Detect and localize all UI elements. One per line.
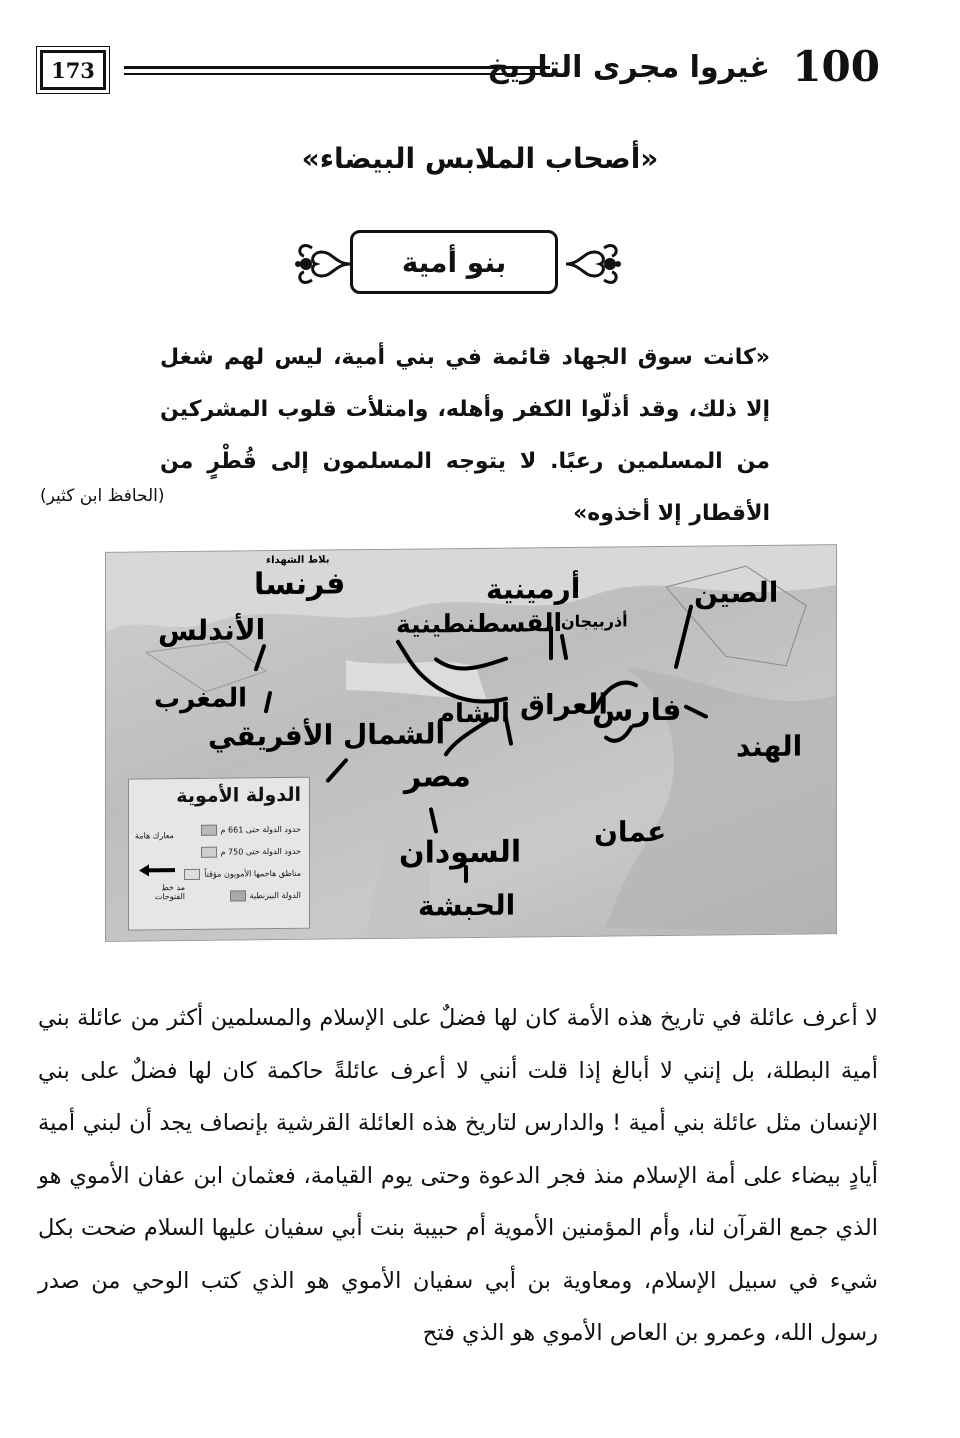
legend-item <box>201 846 301 858</box>
legend-item-label: الدولة البيزنطية <box>249 890 301 901</box>
book-number: 100 <box>792 42 880 91</box>
legend-item <box>184 868 301 880</box>
map-label-iraq: العراق <box>520 687 608 722</box>
map-label-france: فرنسا <box>254 566 346 603</box>
legend-arrow-icon <box>137 863 177 877</box>
legend-item <box>230 890 301 902</box>
quote-attribution: (الحافظ ابن كثير) <box>40 486 165 506</box>
body-paragraph: لا أعرف عائلة في تاريخ هذه الأمة كان لها فضلٌ على الإسلام والمسلمين أكثر من عائلة بني أمية البطلة، بل إنني لا أبالغ إذا قلت أنني لا أعرف عائلةً حاكمة كان لها فضلٌ على بني الإنسان مثل عائلة بني أمية ! والدارس لتاريخ هذه العائلة القرشية بإنصاف يجد أن لبني أمية أيادٍ بيضاء على أمة الإسلام منذ فجر الدعوة وحتى يوم القيامة، فعثمان ابن عفان الأموي هو الذي جمع القرآن لنا، وأم المؤمنين الأموية أم حبيبة بنت أبي سفيان عليها السلام ضحت بكل شيء في سبيل الإسلام، ومعاوية بن أبي سفيان الأموي هو الذي كتب الوحي من صدر رسول الله، وعمرو بن العاص الأموي هو الذي فتح <box>38 1005 878 1346</box>
legend-swatch <box>184 869 200 880</box>
map-label-persia: فارس <box>592 692 682 729</box>
quote-text: «كانت سوق الجهاد قائمة في بني أمية، ليس لهم شغل إلا ذلك، وقد أذلّوا الكفر وأهله، وامتلأت قلوب المشركين من المسلمين رعبًا. لا يتوجه المسلمون إلى قُطْرٍ من الأقطار إلا أخذوه» <box>160 345 770 526</box>
map-label-tours: بلاط الشهداء <box>266 554 330 567</box>
chapter-title-cartouche <box>290 222 630 306</box>
left-ornament-icon <box>292 234 352 294</box>
map-label-oman: عمان <box>594 814 667 849</box>
map-label-constantinople: القسطنطينية <box>396 608 563 639</box>
map-label-sudan: السودان <box>399 834 522 871</box>
map-label-china: الصين <box>694 575 779 610</box>
umayyad-map <box>105 544 837 942</box>
legend-item <box>201 824 301 836</box>
map-label-egypt: مصر <box>404 759 471 795</box>
map-label-india: الهند <box>736 729 803 764</box>
map-legend <box>128 777 310 931</box>
legend-conquest-label: مد خط الفتوحات <box>154 882 185 902</box>
map-label-north-africa: الشمال الأفريقي <box>208 717 446 753</box>
chapter-title: بنو أمية <box>350 230 558 294</box>
map-label-andalus: الأندلس <box>158 613 266 648</box>
map-label-sham: الشام <box>436 698 510 730</box>
page-number: 173 <box>40 50 106 90</box>
legend-swatch <box>201 825 217 836</box>
map-label-azerbaijan: أذربيجان <box>561 611 628 632</box>
map-label-armenia: أرمينية <box>486 571 581 606</box>
legend-swatch <box>201 847 217 858</box>
header-rule <box>124 66 550 75</box>
map-label-abyssinia: الحبشة <box>418 888 516 923</box>
legend-title: الدولة الأموية <box>176 783 301 808</box>
legend-item-label: حدود الدولة حتى 750 م <box>220 846 301 857</box>
right-ornament-icon <box>564 234 624 294</box>
legend-item-label: حدود الدولة حتى 661 م <box>220 824 301 835</box>
chapter-subtitle: «أصحاب الملابس البيضاء» <box>301 142 659 175</box>
page-header <box>40 44 880 102</box>
legend-battle-label: معارك هامة <box>135 831 174 841</box>
map-label-maghreb: المغرب <box>154 683 248 715</box>
legend-item-label: مناطق هاجمها الأمويون مؤقتاً <box>204 868 301 879</box>
book-title: غيروا مجرى التاريخ <box>487 50 770 85</box>
legend-swatch <box>230 890 246 901</box>
